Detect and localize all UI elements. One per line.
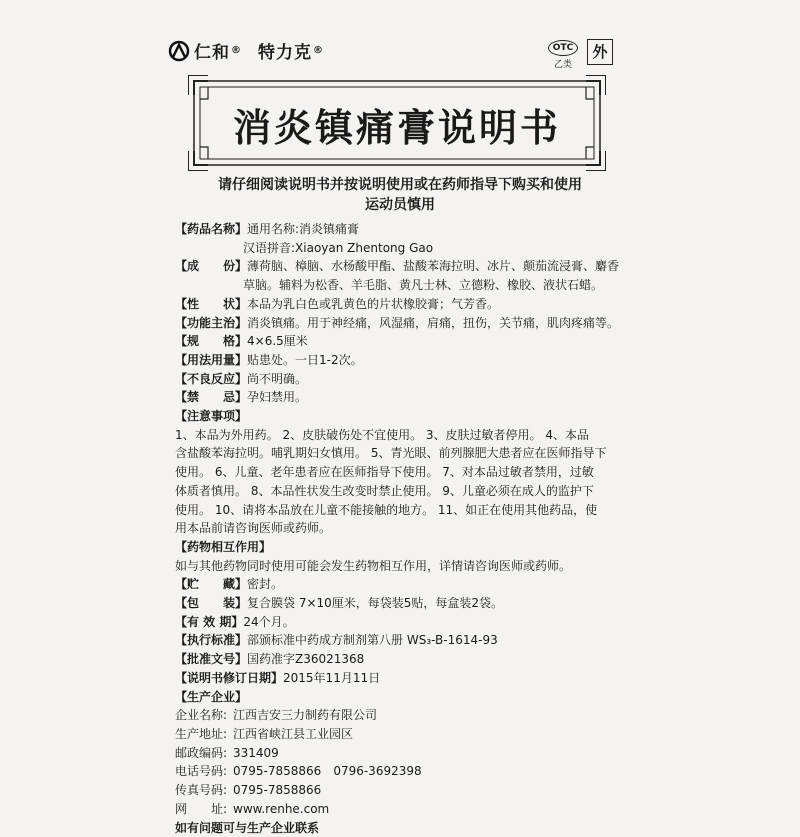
ingredients-line: 薄荷脑、樟脑、水杨酸甲酯、盐酸苯海拉明、冰片、颠茄流浸膏、麝香 xyxy=(247,257,635,276)
section-label: 【规 格】 xyxy=(175,332,247,351)
section-character xyxy=(175,295,635,314)
notice-line: 运动员慎用 xyxy=(120,195,680,215)
manufacturer-key: 网 址: xyxy=(175,800,233,819)
brand-name: 仁和 xyxy=(194,38,230,63)
manufacturer-value: 江西省峡江县工业园区 xyxy=(233,727,353,741)
precautions-line: 用本品前请咨询医师或药师。 xyxy=(175,519,635,538)
manufacturer-value: 331409 xyxy=(233,746,279,760)
section-contraindications xyxy=(175,388,635,407)
notice-line: 请仔细阅读说明书并按说明使用或在药师指导下购买和使用 xyxy=(120,175,680,195)
manufacturer-row xyxy=(175,762,635,781)
manufacturer-key: 电话号码: xyxy=(175,762,233,781)
ingredients-line: 草脑。辅料为松香、羊毛脂、黄凡士林、立德粉、橡胶、液状石蜡。 xyxy=(175,276,635,295)
usage-notice xyxy=(120,175,680,215)
otc-class: 乙类 xyxy=(548,57,578,70)
manufacturer-row xyxy=(175,725,635,744)
section-value: 2015年11月11日 xyxy=(283,669,635,688)
manufacturer-value: 0795-7858866 0796-3692398 xyxy=(233,764,422,778)
section-value: 本品为乳白色或乳黄色的片状橡胶膏；气芳香。 xyxy=(247,295,635,314)
section-value: 消炎镇痛。用于神经痛，风湿痛，肩痛，扭伤，关节痛，肌肉疼痛等。 xyxy=(247,314,635,333)
section-label: 【贮 藏】 xyxy=(175,575,247,594)
manufacturer-key: 邮政编码: xyxy=(175,744,233,763)
manufacturer-website: www.renhe.com xyxy=(233,802,329,816)
precautions-text xyxy=(175,426,635,538)
section-package xyxy=(175,594,635,613)
precautions-line: 体质者慎用。 8、本品性状发生改变时禁止使用。 9、儿童必须在成人的监护下 xyxy=(175,482,635,501)
manufacturer-value: 0795-7858866 xyxy=(233,783,321,797)
section-drug-name xyxy=(175,220,635,239)
section-value: 国药准字Z36021368 xyxy=(247,650,635,669)
section-label: 【用法用量】 xyxy=(175,351,247,370)
generic-name: 通用名称:消炎镇痛膏 xyxy=(247,220,635,239)
section-value: 密封。 xyxy=(247,575,635,594)
section-label-precautions: 【注意事项】 xyxy=(175,407,635,426)
section-label-manufacturer: 【生产企业】 xyxy=(175,688,635,707)
section-label: 【包 装】 xyxy=(175,594,247,613)
section-label: 【有 效 期】 xyxy=(175,613,243,632)
leaflet-body xyxy=(175,220,635,837)
section-label: 【性 状】 xyxy=(175,295,247,314)
manufacturer-row xyxy=(175,706,635,725)
external-use-badge: 外 xyxy=(587,39,613,65)
manufacturer-row xyxy=(175,781,635,800)
precautions-line: 使用。 10、请将本品放在儿童不能接触的地方。 11、如正在使用其他药品，使 xyxy=(175,501,635,520)
document-title: 消炎镇痛膏说明书 xyxy=(188,97,606,152)
manufacturer-row xyxy=(175,744,635,763)
section-value: 孕妇禁用。 xyxy=(247,388,635,407)
manufacturer-key: 企业名称: xyxy=(175,706,233,725)
manufacturer-value: 江西吉安三力制药有限公司 xyxy=(233,708,377,722)
section-ingredients xyxy=(175,257,635,276)
section-label: 【功能主治】 xyxy=(175,314,247,333)
section-validity xyxy=(175,613,635,632)
section-indications xyxy=(175,314,635,333)
section-value: 尚不明确。 xyxy=(247,370,635,389)
renhe-logo-icon xyxy=(168,40,190,62)
section-value: 4×6.5厘米 xyxy=(247,332,635,351)
section-label: 【不良反应】 xyxy=(175,370,247,389)
otc-mark: OTC xyxy=(548,40,578,56)
brand-registered-mark: ® xyxy=(231,45,242,56)
section-adverse xyxy=(175,370,635,389)
section-label: 【药品名称】 xyxy=(175,220,247,239)
manufacturer-row xyxy=(175,800,635,819)
precautions-line: 使用。 6、儿童、老年患者应在医师指导下使用。 7、对本品过敏者禁用，过敏 xyxy=(175,463,635,482)
section-label: 【成 份】 xyxy=(175,257,247,276)
section-value: 贴患处。一日1-2次。 xyxy=(247,351,635,370)
section-label: 【说明书修订日期】 xyxy=(175,669,283,688)
section-spec xyxy=(175,332,635,351)
product-brand-name: 特力克 xyxy=(258,38,312,63)
section-value: 部颁标准中药成方制剂第八册 WS₃-B-1614-93 xyxy=(247,631,635,650)
pinyin-name: 汉语拼音:Xiaoyan Zhentong Gao xyxy=(175,239,635,258)
otc-badge xyxy=(548,40,578,70)
manufacturer-block xyxy=(175,706,635,818)
precautions-line: 1、本品为外用药。 2、皮肤破伤处不宜使用。 3、皮肤过敏者停用。 4、本品 xyxy=(175,426,635,445)
section-value: 24个月。 xyxy=(243,613,635,632)
section-value: 复合膜袋 7×10厘米，每袋装5贴，每盒装2袋。 xyxy=(247,594,635,613)
section-label-interactions: 【药物相互作用】 xyxy=(175,538,635,557)
section-standard xyxy=(175,631,635,650)
interactions-text: 如与其他药物同时使用可能会发生药物相互作用，详情请咨询医师或药师。 xyxy=(175,557,635,576)
section-storage xyxy=(175,575,635,594)
section-revision xyxy=(175,669,635,688)
section-usage xyxy=(175,351,635,370)
section-label: 【批准文号】 xyxy=(175,650,247,669)
brand-header xyxy=(168,38,324,63)
footer-contact-note: 如有问题可与生产企业联系 xyxy=(175,819,635,837)
manufacturer-key: 传真号码: xyxy=(175,781,233,800)
precautions-line: 含盐酸苯海拉明。哺乳期妇女慎用。 5、青光眼、前列腺肥大患者应在医师指导下 xyxy=(175,444,635,463)
section-label: 【执行标准】 xyxy=(175,631,247,650)
section-approval xyxy=(175,650,635,669)
manufacturer-key: 生产地址: xyxy=(175,725,233,744)
product-registered-mark: ® xyxy=(313,45,324,56)
section-label: 【禁 忌】 xyxy=(175,388,247,407)
